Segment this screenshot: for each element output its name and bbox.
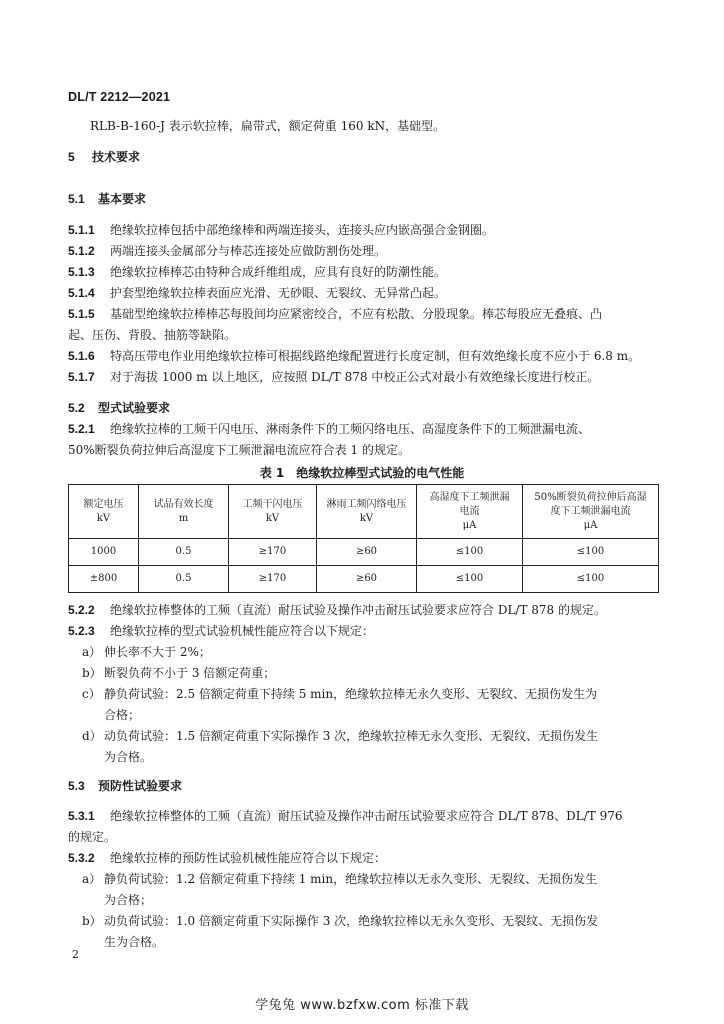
clause-5-1-1 <box>68 220 658 241</box>
list-text: 静负荷试验：2.5 倍额定荷重下持续 5 min，绝缘软拉棒无永久变形、无裂纹、无损伤发生为 <box>104 687 598 701</box>
list-item-continued <box>68 890 694 911</box>
clause-text: 绝缘软拉棒整体的工频（直流）耐压试验及操作冲击耐压试验要求应符合 DL/T 878 的规定。 <box>110 603 606 617</box>
section-5-1-heading <box>68 189 658 210</box>
section-title: 型式试验要求 <box>98 401 171 415</box>
site-footer-watermark: 学兔兔 www.bzfxw.com 标准下载 <box>255 998 469 1013</box>
table-cell: ≤100 <box>523 566 659 593</box>
list-text-continued: 为合格。 <box>104 750 153 764</box>
section-5-2-heading <box>68 398 658 419</box>
clause-5-2-1-continued <box>68 440 658 461</box>
list-text-continued: 生为合格。 <box>104 935 165 949</box>
list-label: a） <box>82 872 102 886</box>
list-label: c） <box>82 687 101 701</box>
list-text-continued: 合格； <box>104 708 141 722</box>
list-label: b） <box>82 914 102 928</box>
list-item <box>68 642 658 663</box>
list-item-continued <box>68 705 694 726</box>
list-label: b） <box>82 666 102 680</box>
list-text: 静负荷试验：1.2 倍额定荷重下持续 1 min，绝缘软拉棒以无永久变形、无裂纹、无损伤发生 <box>104 872 598 886</box>
list-text: 动负荷试验：1.5 倍额定荷重下实际操作 3 次，绝缘软拉棒无永久变形、无裂纹、无损伤发生 <box>104 729 599 743</box>
table-cell: 0.5 <box>139 539 229 566</box>
intro-paragraph <box>68 116 658 137</box>
clause-number: 5.1.2 <box>68 244 95 258</box>
clause-5-1-5 <box>68 304 658 325</box>
clause-number: 5.1.1 <box>68 223 95 237</box>
clause-text-continued: 起、压伤、背股、抽筋等缺陷。 <box>68 328 237 342</box>
clause-5-1-7 <box>68 367 658 388</box>
list-item <box>68 869 658 890</box>
table-cell: ≥60 <box>317 566 417 593</box>
clause-number: 5.1.6 <box>68 349 95 363</box>
document-code-header: DL/T 2212—2021 <box>68 90 171 104</box>
list-item <box>68 684 658 705</box>
clause-5-2-2 <box>68 600 658 621</box>
clause-number: 5.1.4 <box>68 286 95 300</box>
clause-5-3-1 <box>68 806 658 827</box>
clause-5-1-6 <box>68 346 658 367</box>
list-item <box>68 663 658 684</box>
table-cell: ≤100 <box>523 539 659 566</box>
header-rated-voltage: 额定电压 kV <box>69 485 139 539</box>
list-item-continued <box>68 747 694 768</box>
clause-number: 5.2.3 <box>68 624 95 638</box>
clause-text-continued: 的规定。 <box>68 830 117 844</box>
header-wet-flashover-voltage: 淋雨工频闪络电压 kV <box>317 485 417 539</box>
section-number: 5.1 <box>68 192 85 206</box>
list-label: a） <box>82 645 102 659</box>
clause-text: 两端连接头金属部分与棒芯连接处应做防割伤处理。 <box>110 244 387 258</box>
list-text: 断裂负荷不小于 3 倍额定荷重； <box>104 666 276 680</box>
section-5-3-heading <box>68 776 658 797</box>
clause-text: 绝缘软拉棒的型式试验机械性能应符合以下规定： <box>110 624 375 638</box>
section-5-heading <box>68 147 658 168</box>
list-item <box>68 726 658 747</box>
clause-text: 绝缘软拉棒棒芯由特种合成纤维组成，应具有良好的防潮性能。 <box>110 265 447 279</box>
list-label: d） <box>82 729 102 743</box>
list-text: 伸长率不大于 2%； <box>104 645 211 659</box>
table-cell: ≤100 <box>417 566 523 593</box>
clause-5-1-3 <box>68 262 658 283</box>
clause-number: 5.3.2 <box>68 851 95 865</box>
table-header-row <box>69 485 659 539</box>
clause-number: 5.1.7 <box>68 370 95 384</box>
clause-number: 5.1.5 <box>68 307 95 321</box>
clause-text-continued: 50%断裂负荷拉伸后高湿度下工频泄漏电流应符合表 1 的规定。 <box>68 443 410 457</box>
table-cell: ≥170 <box>229 566 317 593</box>
header-humid-leakage-current: 高湿度下工频泄漏 电流 μA <box>417 485 523 539</box>
electrical-performance-table <box>68 484 659 593</box>
clause-text: 对于海拔 1000 m 以上地区，应按照 DL/T 878 中校正公式对最小有效绝缘长度进行校正。 <box>110 370 600 384</box>
table-cell: ≥60 <box>317 539 417 566</box>
clause-text: 基础型绝缘软拉棒棒芯每股间均应紧密绞合，不应有松散、分股现象。棒芯每股应无叠痕、凸 <box>110 307 603 321</box>
section-number: 5 <box>68 150 75 164</box>
clause-text: 特高压带电作业用绝缘软拉棒可根据线路绝缘配置进行长度定制，但有效绝缘长度不应小于 6.8 m。 <box>110 349 641 363</box>
header-post-tension-leakage-current: 50%断裂负荷拉伸后高湿 度下工频泄漏电流 μA <box>523 485 659 539</box>
table-cell: 1000 <box>69 539 139 566</box>
clause-number: 5.3.1 <box>68 809 95 823</box>
header-effective-length: 试品有效长度 m <box>139 485 229 539</box>
clause-number: 5.2.1 <box>68 422 95 436</box>
clause-text: 绝缘软拉棒包括中部绝缘棒和两端连接头，连接头应内嵌高强合金钢圈。 <box>110 223 495 237</box>
list-item-continued <box>68 932 694 953</box>
section-title: 技术要求 <box>92 150 141 164</box>
clause-5-1-4 <box>68 283 658 304</box>
table-cell: ≤100 <box>417 539 523 566</box>
section-title: 预防性试验要求 <box>98 779 183 793</box>
section-title: 基本要求 <box>98 192 147 206</box>
clause-5-3-2 <box>68 848 658 869</box>
clause-5-1-2 <box>68 241 658 262</box>
section-number: 5.3 <box>68 779 85 793</box>
table-row <box>69 539 659 566</box>
table-row <box>69 566 659 593</box>
clause-number: 5.2.2 <box>68 603 95 617</box>
clause-5-2-3 <box>68 621 658 642</box>
section-number: 5.2 <box>68 401 85 415</box>
clause-5-3-1-continued <box>68 827 658 848</box>
page-number: 2 <box>72 948 79 961</box>
clause-text: 绝缘软拉棒的工频干闪电压、淋雨条件下的工频闪络电压、高湿度条件下的工频泄漏电流、 <box>110 422 591 436</box>
clause-5-1-5-continued <box>68 325 658 346</box>
list-text-continued: 为合格； <box>104 893 153 907</box>
header-dry-flashover-voltage: 工频干闪电压 kV <box>229 485 317 539</box>
table-cell: ±800 <box>69 566 139 593</box>
clause-text: 护套型绝缘软拉棒表面应光滑、无砂眼、无裂纹、无异常凸起。 <box>110 286 447 300</box>
clause-number: 5.1.3 <box>68 265 95 279</box>
table-1-title: 表 1 绝缘软拉棒型式试验的电气性能 <box>259 466 465 480</box>
clause-text: 绝缘软拉棒的预防性试验机械性能应符合以下规定： <box>110 851 387 865</box>
clause-5-2-1 <box>68 419 658 440</box>
list-text: 动负荷试验：1.0 倍额定荷重下实际操作 3 次，绝缘软拉棒以无永久变形、无裂纹、无损伤发 <box>104 914 599 928</box>
table-cell: ≥170 <box>229 539 317 566</box>
list-item <box>68 911 658 932</box>
table-cell: 0.5 <box>139 566 229 593</box>
intro-text: RLB-B-160-J 表示软拉棒，扁带式，额定荷重 160 kN，基础型。 <box>90 119 446 133</box>
clause-text: 绝缘软拉棒整体的工频（直流）耐压试验及操作冲击耐压试验要求应符合 DL/T 878、DL/T 976 <box>110 809 623 823</box>
